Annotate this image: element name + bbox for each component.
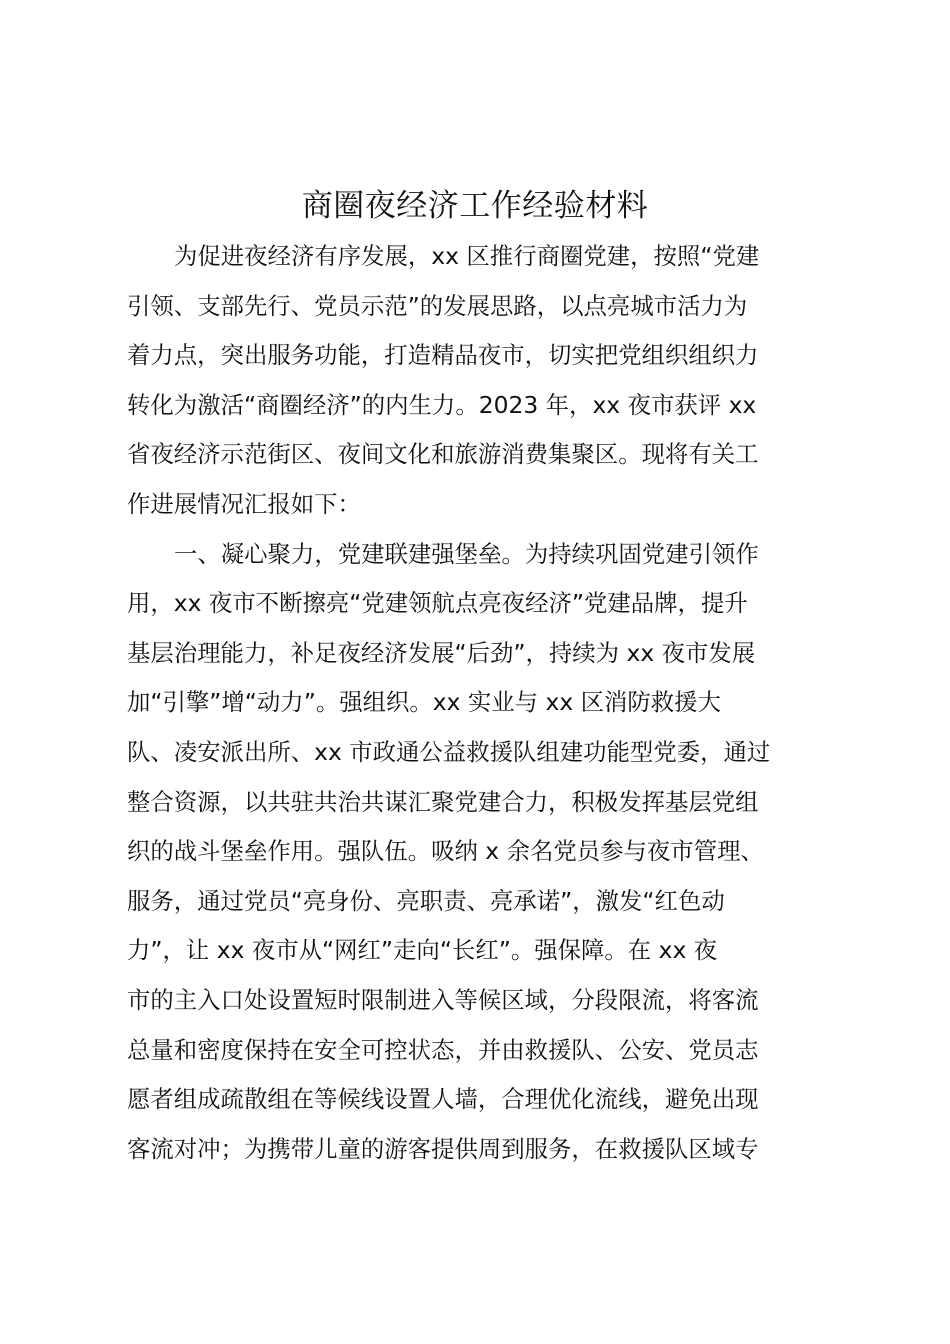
paragraph-line: 愿者组成疏散组在等候线设置人墙，合理优化流线，避免出现 (127, 1085, 759, 1114)
paragraph-line: 基层治理能力，补足夜经济发展“后劲”，持续为 xx 夜市发展 (127, 638, 756, 667)
paragraph-line: 省夜经济示范街区、夜间文化和旅游消费集聚区。现将有关工 (127, 440, 759, 469)
paragraph-line: 转化为激活“商圈经济”的内生力。2023 年，xx 夜市获评 xx (127, 390, 757, 419)
paragraph-line: 一、凝心聚力，党建联建强堡垒。为持续巩固党建引领作 (174, 539, 759, 568)
paragraph-line: 引领、支部先行、党员示范”的发展思路，以点亮城市活力为 (127, 291, 748, 320)
document-body (127, 232, 835, 1174)
paragraph-line: 整合资源，以共驻共治共谋汇聚党建合力，积极发挥基层党组 (127, 787, 759, 816)
paragraph-line: 作进展情况汇报如下： (127, 489, 361, 518)
paragraph-line: 用，xx 夜市不断擦亮“党建领航点亮夜经济”党建品牌，提升 (127, 589, 748, 618)
paragraph-line: 着力点，突出服务功能，打造精品夜市，切实把党组织组织力 (127, 341, 759, 370)
paragraph-line: 队、凌安派出所、xx 市政通公益救援队组建功能型党委，通过 (127, 737, 771, 766)
paragraph-line: 织的战斗堡垒作用。强队伍。吸纳 x 余名党员参与夜市管理、 (127, 837, 764, 866)
paragraph-line: 总量和密度保持在安全可控状态，并由救援队、公安、党员志 (127, 1035, 759, 1064)
paragraph-line: 加“引擎”增“动力”。强组织。xx 实业与 xx 区消防救援大 (127, 688, 721, 717)
paragraph-line: 客流对冲；为携带儿童的游客提供周到服务，在救援队区域专 (127, 1134, 759, 1163)
document-title: 商圈夜经济工作经验材料 (301, 188, 649, 224)
paragraph-line: 市的主入口处设置短时限制进入等候区域，分段限流，将客流 (127, 985, 759, 1014)
paragraph-line: 力”，让 xx 夜市从“网红”走向“长红”。强保障。在 xx 夜 (127, 936, 718, 965)
paragraph-line: 为促进夜经济有序发展，xx 区推行商圈党建，按照“党建 (174, 242, 760, 270)
paragraph-line: 服务，通过党员“亮身份、亮职责、亮承诺”，激发“红色动 (127, 886, 725, 915)
